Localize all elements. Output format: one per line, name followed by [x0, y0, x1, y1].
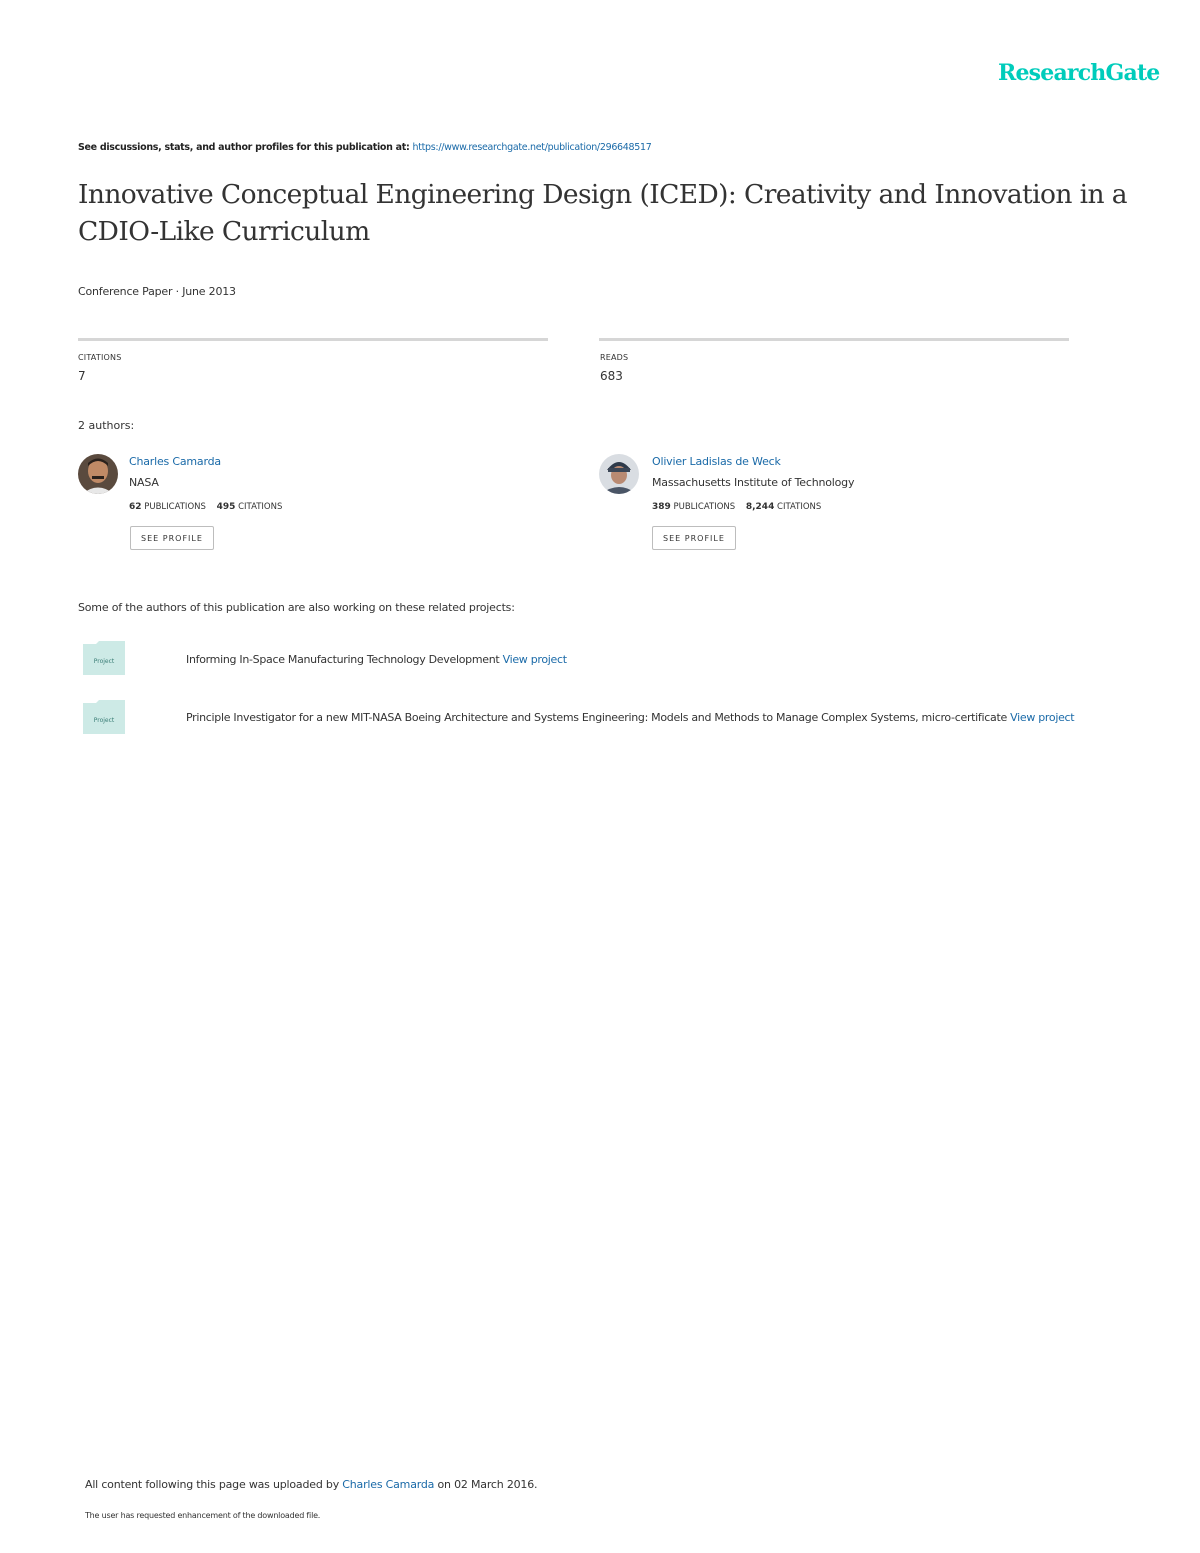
project-1-view-link[interactable]: View project	[502, 653, 567, 666]
researchgate-logo[interactable]: ResearchGate	[998, 60, 1160, 86]
reads-divider	[599, 338, 1069, 341]
project-1-folder-icon	[82, 640, 126, 676]
uploader-link[interactable]: Charles Camarda	[342, 1478, 435, 1491]
project-1-folder-label: Project	[93, 658, 115, 665]
upload-prefix: All content following this page was uploaded by	[85, 1478, 339, 1491]
author-2-publications-label: PUBLICATIONS	[673, 502, 736, 512]
publication-url-link[interactable]: https://www.researchgate.net/publication/296648517	[412, 142, 652, 153]
citations-divider	[78, 338, 548, 341]
author-1-stats	[129, 502, 282, 512]
author-2-citations-label: CITATIONS	[777, 502, 822, 512]
citations-value: 7	[78, 369, 86, 383]
project-1	[186, 653, 567, 666]
author-2-institution: Massachusetts Institute of Technology	[652, 476, 855, 489]
author-1-citations-count: 495	[216, 502, 236, 512]
project-2-folder-label: Project	[93, 717, 115, 724]
author-2-name[interactable]: Olivier Ladislas de Weck	[652, 455, 781, 468]
author-1-publications-label: PUBLICATIONS	[144, 502, 206, 512]
project-2-view-link[interactable]: View project	[1010, 711, 1075, 724]
project-2-folder-icon	[82, 699, 126, 735]
authors-heading: 2 authors:	[78, 419, 135, 432]
citations-label: CITATIONS	[78, 353, 122, 362]
reads-label: READS	[600, 353, 629, 362]
upload-suffix: on 02 March 2016.	[437, 1478, 538, 1491]
project-1-title: Informing In-Space Manufacturing Technology Development	[186, 653, 500, 666]
author-2-avatar[interactable]	[599, 454, 639, 494]
paper-title: Innovative Conceptual Engineering Design (ICED): Creativity and Innovation in a CDIO-Like Curriculum	[78, 179, 1127, 247]
author-1-avatar[interactable]	[78, 454, 118, 494]
author-2-publications-count: 389	[652, 502, 671, 512]
author-1-name[interactable]: Charles Camarda	[129, 455, 221, 468]
author-1-institution: NASA	[129, 476, 159, 489]
upload-note	[85, 1478, 537, 1491]
author-2-see-profile-button[interactable]: SEE PROFILE	[652, 526, 736, 550]
see-discussions-text: See discussions, stats, and author profiles for this publication at:	[78, 142, 410, 153]
author-2-stats	[652, 502, 821, 512]
paper-type-date: Conference Paper · June 2013	[78, 285, 236, 298]
related-projects-heading: Some of the authors of this publication are also working on these related projects:	[78, 601, 515, 614]
project-2-title: Principle Investigator for a new MIT-NASA Boeing Architecture and Systems Engineering: Models and Methods to Manage Complex Systems, micro-certificate	[186, 711, 1007, 724]
author-2-citations-count: 8,244	[745, 502, 775, 512]
see-discussions-line	[78, 142, 652, 153]
author-1-citations-label: CITATIONS	[238, 502, 283, 512]
author-1-see-profile-button[interactable]: SEE PROFILE	[130, 526, 214, 550]
project-2	[186, 711, 1074, 724]
author-1-publications-count: 62	[129, 502, 142, 512]
reads-value: 683	[600, 369, 623, 383]
enhancement-note: The user has requested enhancement of the downloaded file.	[85, 1511, 321, 1520]
